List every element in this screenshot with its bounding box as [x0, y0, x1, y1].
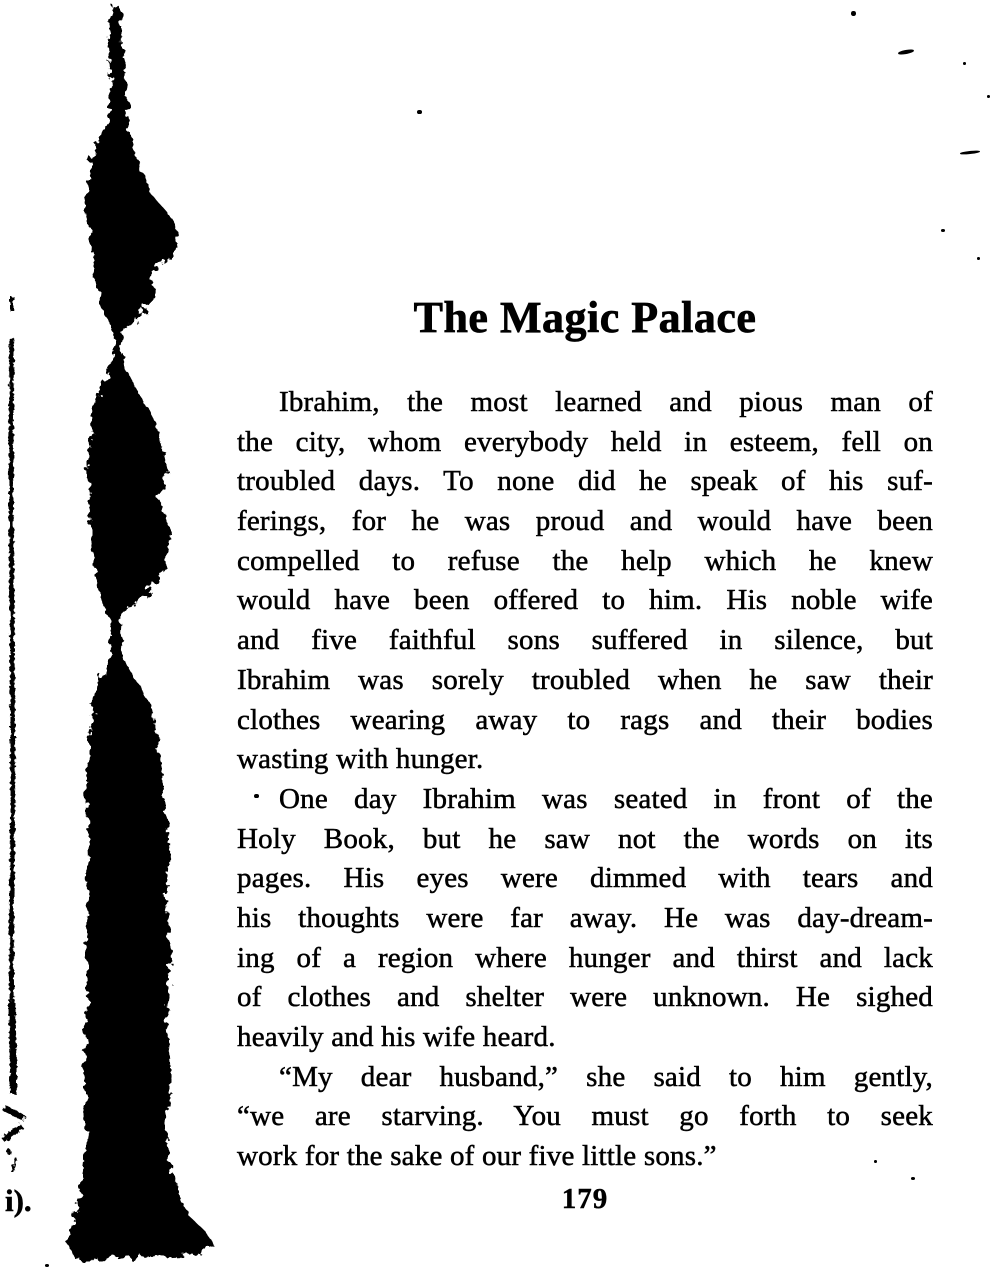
page-number: 179	[561, 1182, 609, 1215]
paragraph	[237, 383, 933, 780]
page-title: The Magic Palace	[413, 293, 757, 342]
text-line: One day Ibrahim was seated in front of the	[279, 782, 933, 815]
text-line: the city, whom everybody held in esteem, fell on	[237, 425, 933, 458]
text-column	[237, 292, 933, 1216]
scan-speck	[987, 95, 990, 98]
margin-mark: i).	[5, 1183, 32, 1218]
binding-ink-blob	[0, 0, 260, 1274]
scan-speck	[851, 11, 856, 16]
text-line: his thoughts were far away. He was day-dream-	[237, 901, 933, 934]
text-line: troubled days. To none did he speak of his suf-	[237, 465, 933, 498]
scan-speck	[898, 49, 914, 56]
text-line: ferings, for he was proud and would have been	[237, 505, 933, 538]
text-line: compelled to refuse the help which he knew	[237, 544, 933, 577]
margin-rule-artifact	[3, 296, 24, 1172]
scan-speck	[941, 229, 945, 232]
scan-speck	[977, 257, 980, 260]
text-line: heavily and his wife heard.	[237, 1021, 556, 1053]
text-line: and five faithful sons suffered in silence, but	[237, 624, 933, 657]
text-line: work for the sake of our five little sons.”	[237, 1140, 717, 1173]
scan-speck	[960, 150, 980, 155]
text-line: “we are starving. You must go forth to seek	[237, 1100, 933, 1133]
text-line: clothes wearing away to rags and their bodies	[237, 703, 933, 736]
text-line: Ibrahim, the most learned and pious man of	[279, 386, 933, 418]
text-line: Ibrahim was sorely troubled when he saw their	[237, 663, 933, 696]
text-line: wasting with hunger.	[237, 743, 484, 776]
text-line: pages. His eyes were dimmed with tears and	[237, 862, 933, 895]
text-line: ing of a region where hunger and thirst and lack	[237, 941, 933, 974]
paragraph	[237, 780, 933, 1058]
paragraph	[237, 1058, 933, 1177]
scan-speck	[417, 110, 422, 114]
scan-speck	[45, 1264, 49, 1267]
text-line: would have been offered to him. His noble wife	[237, 584, 933, 617]
text-line: of clothes and shelter were unknown. He sighed	[237, 981, 933, 1014]
scan-speck	[963, 62, 966, 65]
text-line: Holy Book, but he saw not the words on its	[237, 822, 933, 855]
text-line: “My dear husband,” she said to him gently,	[279, 1060, 933, 1093]
